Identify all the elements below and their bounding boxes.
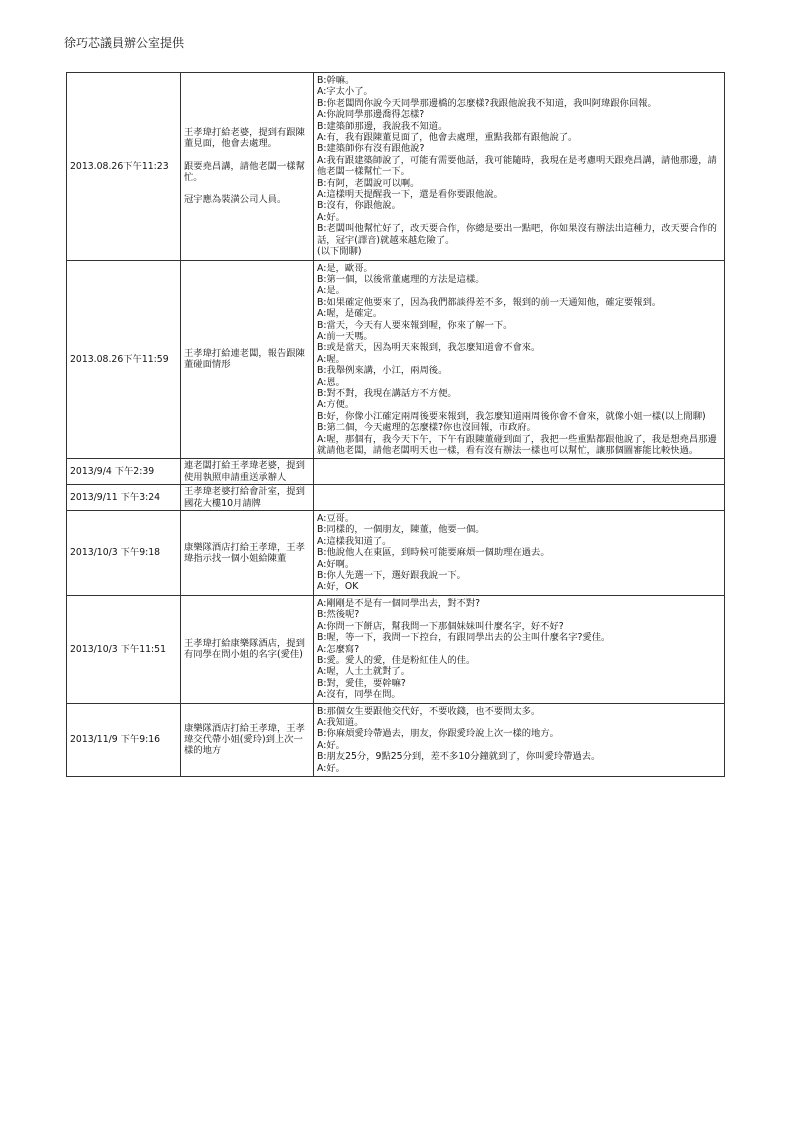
call-summary-cell [181, 485, 314, 511]
dialogue-line: A:好。 [317, 739, 345, 751]
dialogue-cell [314, 73, 725, 261]
dialogue-line: B:對不對，我現在講話方不方便。 [317, 387, 457, 399]
table-row [67, 459, 725, 485]
call-time-cell: 2013/9/4 下午2:39 [67, 459, 181, 485]
dialogue-line: A:怎麼寫? [317, 643, 360, 655]
dialogue-line: B:第一個，以後常董處理的方法是這樣。 [317, 273, 485, 285]
summary-paragraph: 王孝瑋打給連老闆，報告跟陳董碰面情形 [184, 348, 305, 371]
call-summary-cell [181, 511, 314, 596]
call-time-cell: 2013/9/11 下午3:24 [67, 485, 181, 511]
table-row [67, 485, 725, 511]
table-row [67, 73, 725, 261]
summary-paragraph: 康樂隊酒店打給王孝瑋，王孝瑋交代帶小姐(愛玲)到上次一樣的地方 [184, 722, 305, 757]
summary-paragraph: 跟要堯昌講，請他老闆一樣幫忙。 [184, 160, 305, 183]
call-summary-cell [181, 459, 314, 485]
dialogue-cell [314, 485, 725, 511]
dialogue-line: B:然後呢? [317, 609, 360, 621]
dialogue-line: B:如果確定他要來了，因為我們都談得差不多，報到的前一天通知他，確定要報到。 [317, 296, 662, 308]
call-time-cell: 2013/11/9 下午9:16 [67, 703, 181, 776]
table-row [67, 511, 725, 596]
table-row [67, 703, 725, 776]
summary-paragraph: 王孝瑋打給康樂隊酒店，提到有同學在問小姐的名字(愛佳) [184, 637, 305, 661]
dialogue-line: B:建築師你有沒有跟他說? [317, 143, 425, 155]
summary-paragraph: 冠宇應為裝潢公司人員。 [184, 194, 287, 206]
dialogue-line: A:是，歐哥。 [317, 262, 373, 274]
dialogue-line: B:有阿，老闆說可以啊。 [317, 177, 420, 189]
dialogue-line: A:你說同學那邊喬得怎樣? [317, 109, 425, 121]
dialogue-line: B:喔，等一下，我問一下控台，有跟同學出去的公主叫什麼名字?愛佳。 [317, 632, 611, 644]
call-summary-cell [181, 260, 314, 459]
dialogue-line: B:同樣的，一個朋友，陳董，他要一個。 [317, 524, 485, 536]
dialogue-line: A:前一天嗎。 [317, 330, 373, 342]
dialogue-line: B:那個女生要跟他交代好，不要收錢，也不要問太多。 [317, 705, 541, 717]
call-summary-cell [181, 703, 314, 776]
dialogue-line: A:沒有，同學在問。 [317, 689, 401, 701]
call-time-cell: 2013/10/3 下午9:18 [67, 511, 181, 596]
dialogue-line: B:第二個，今天處理的怎麼樣?你也沒回報，市政府。 [317, 422, 536, 434]
call-time-cell: 2013.08.26下午11:59 [67, 260, 181, 459]
dialogue-line: A:喔。 [317, 353, 345, 365]
dialogue-line: A:好啊。 [317, 558, 355, 570]
call-log-table [66, 72, 725, 777]
dialogue-line: A:喔，人土土就對了。 [317, 666, 411, 678]
call-time-cell: 2013.08.26下午11:23 [67, 73, 181, 261]
dialogue-line: B:他說他人在東區，到時候可能要麻煩一個助理在過去。 [317, 547, 550, 559]
dialogue-cell [314, 595, 725, 703]
dialogue-line: A:方便。 [317, 399, 355, 411]
dialogue-line: B:當天，今天有人要來報到喔，你來了解一下。 [317, 319, 513, 331]
dialogue-line: A:你問一下餅店，幫我問一下那個妹妹叫什麼名字，好不好? [317, 620, 564, 632]
call-summary-cell [181, 595, 314, 703]
dialogue-cell [314, 459, 725, 485]
page-header: 徐巧芯議員辦公室提供 [64, 36, 185, 50]
dialogue-line: B:愛。愛人的愛，佳是粉紅佳人的佳。 [317, 654, 476, 666]
dialogue-line: A:我知道。 [317, 716, 364, 728]
dialogue-line: B:沒有，你跟他說。 [317, 200, 401, 212]
dialogue-cell [314, 511, 725, 596]
dialogue-line: A:剛剛是不是有一個同學出去，對不對? [317, 597, 481, 609]
dialogue-line: B:你老闆問你說今天同學那邊橋的怎麼樣?我跟他說我不知道，我叫阿瑋跟你回報。 [317, 97, 657, 109]
dialogue-line: A:是。 [317, 285, 345, 297]
call-summary-cell [181, 73, 314, 261]
dialogue-line: A:有，我有跟陳董見面了，他會去處理，重點我都有跟他說了。 [317, 132, 578, 144]
dialogue-line: A:這樣明天提醒我一下，還是看你要跟他說。 [317, 189, 503, 201]
dialogue-line: A:恩。 [317, 376, 345, 388]
dialogue-line: A:喔，那個有，我今天下午，下午有跟陳董碰到面了，我把一些重點都跟他說了，我是想堯昌那邊就請他老闆，請他老闆明天也一樣，看有沒有辦法一樣也可以幫忙，讓那個圖審能比較快過。 [317, 433, 717, 456]
dialogue-cell [314, 703, 725, 776]
dialogue-line: B:對，愛佳，要幹嘛? [317, 677, 406, 689]
dialogue-line: A:喔，是確定。 [317, 308, 383, 320]
summary-paragraph: 連老闆打給王孝瑋老婆，提到使用執照申請重送承辦人 [184, 460, 305, 483]
dialogue-line: B:你人先選一下，選好跟我說一下。 [317, 570, 466, 582]
dialogue-line: B:或是當天，因為明天來報到，我怎麼知道會不會來。 [317, 342, 541, 354]
table-row [67, 595, 725, 703]
dialogue-line: B:好，你像小江確定兩周後要來報到，我怎麼知道兩周後你會不會來，就像小姐一樣(以上閒聊) [317, 410, 706, 422]
dialogue-line: A:字太小了。 [317, 86, 373, 98]
dialogue-cell [314, 260, 725, 459]
table-row [67, 260, 725, 459]
dialogue-line: B:老闆叫他幫忙好了，改天要合作，你總是要出一點吧，你如果沒有辦法出這種力，改天要合作的話，冠宇(譯音)就越來越危險了。 [317, 223, 717, 246]
dialogue-line: A:這樣我知道了。 [317, 535, 392, 547]
summary-paragraph: 康樂隊酒店打給王孝瑋，王孝瑋指示找一個小姐給陳董 [184, 541, 305, 564]
dialogue-line: B:你麻煩愛玲帶過去，朋友，你跟愛玲說上次一樣的地方。 [317, 728, 559, 740]
dialogue-line: B:幹嘛。 [317, 75, 355, 86]
dialogue-line: A:豆哥。 [317, 513, 355, 525]
call-time-cell: 2013/10/3 下午11:51 [67, 595, 181, 703]
dialogue-line: A:好。 [317, 211, 345, 223]
dialogue-line: B:我舉例來講，小江，兩周後。 [317, 365, 448, 377]
dialogue-line: B:建築師那邊，我說我不知道。 [317, 120, 448, 132]
dialogue-line: B:朋友25分，9點25分到，差不多10分鐘就到了，你叫愛玲帶過去。 [317, 751, 601, 763]
summary-paragraph: 王孝瑋打給老婆，提到有跟陳董見面，他會去處理。 [184, 126, 305, 150]
dialogue-line: A:好。 [317, 762, 345, 774]
dialogue-line: A:我有跟建築師說了，可能有需要他話，我可能隨時，我現在是考慮明天跟堯昌講，請他那邊，請他老闆一樣幫忙一下。 [317, 154, 717, 178]
summary-paragraph: 王孝瑋老婆打給會計室，提到國花大樓10月請牌 [184, 486, 305, 509]
dialogue-line: (以下閒聊) [317, 246, 362, 258]
dialogue-line: A:好，OK [317, 581, 359, 593]
